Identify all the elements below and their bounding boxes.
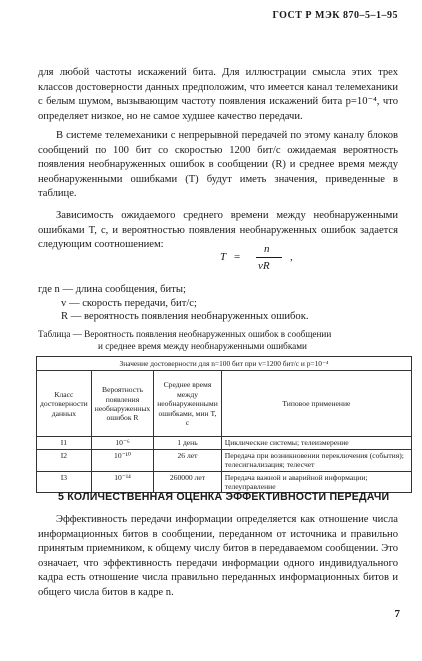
definition-r: R — вероятность появления необнаруженных ошибок. (61, 311, 309, 323)
table-cell: 260000 лет (154, 471, 222, 493)
table-cell: 10⁻⁶ (91, 437, 153, 449)
running-header: ГОСТ Р МЭК 870–5–1–95 (272, 10, 398, 21)
formula-equals: = (234, 251, 241, 263)
table-caption-line1: Таблица — Вероятность появления необнаруженных ошибок в сообщении (38, 329, 332, 339)
paragraph-1: для любой частоты искажений бита. Для иллюстрации смысла этих трех классов достоверности данных предположим, что имеется канал телемеханики с белым шумом, вызывающим частоту появления искажений бита p=10⁻⁴, что определяет низкое, но не самое худшее качество передачи. (38, 67, 398, 122)
formula-lhs: T (220, 251, 227, 263)
fraction-bar (256, 257, 282, 258)
table-row (37, 471, 412, 493)
paragraph-2: В системе телемеханики с непрерывной передачей по этому каналу блоков сообщений по 100 бит со скоростью 1200 бит/с ожидаемая вероятность появления необнаруженных ошибок в сообщении (R) и среднее время между необнаруженными ошибками (T) будут иметь значения, приведенные в таблице. (38, 130, 398, 200)
table-row (37, 437, 412, 449)
definition-n: где n — длина сообщения, биты; (38, 284, 186, 295)
definitions (38, 283, 309, 324)
formula-numerator: n (264, 243, 270, 255)
formula-denominator: vR (258, 260, 270, 272)
table-cell: 10⁻¹⁴ (91, 471, 153, 493)
table-cell: I3 (37, 471, 92, 493)
table-cell: I2 (37, 449, 92, 471)
table-cell: I1 (37, 437, 92, 449)
table-row (37, 449, 412, 471)
page-number: 7 (394, 608, 400, 620)
column-header: Среднее время между необнаруженными ошибками, мин T, с (154, 371, 222, 437)
reliability-table (36, 356, 412, 493)
formula-trail: , (290, 251, 293, 263)
section-title: 5 КОЛИЧЕСТВЕННАЯ ОЦЕНКА ЭФФЕКТИВНОСТИ ПЕРЕДАЧИ (58, 491, 390, 503)
table-caption-line2: и среднее время между необнаруженными ошибками (98, 341, 307, 351)
table-cell: Передача при возникновении переключения (события); телесигнализация; телесчет (221, 449, 411, 471)
table-cell: 10⁻¹⁰ (91, 449, 153, 471)
column-header: Вероятность появления необнаруженных ошибок R (91, 371, 153, 437)
definition-v: v — скорость передачи, бит/с; (61, 297, 197, 309)
table-cell: 26 лет (154, 449, 222, 471)
table-cell: Передача важной и аварийной информации; телеуправление (221, 471, 411, 493)
table-caption (38, 328, 408, 352)
table-cell: Циклические системы; телеизмерение (221, 437, 411, 449)
table-cell: 1 день (154, 437, 222, 449)
paragraph-3: Зависимость ожидаемого среднего времени между необнаруженными ошибками T, с, и вероятностью появления необнаруженных ошибок задается следующим соотношением: (38, 210, 398, 251)
column-header: Класс достоверности данных (37, 371, 92, 437)
section-paragraph: Эффективность передачи информации определяется как отношение числа информационных битов в сообщении, переданном от источника и правильно принятым приемником, к общему числу битов в передаваемом сообщении. Это означает, что эффективность передачи информации одного индивидуального кадра есть отношение числа правильно переданных информационных битов и общего числа битов в кадре n. (38, 514, 398, 598)
table-span-header: Значение достоверности для n=100 бит при v=1200 бит/с и p=10⁻⁴ (37, 357, 412, 371)
column-header: Типовое применение (221, 371, 411, 437)
